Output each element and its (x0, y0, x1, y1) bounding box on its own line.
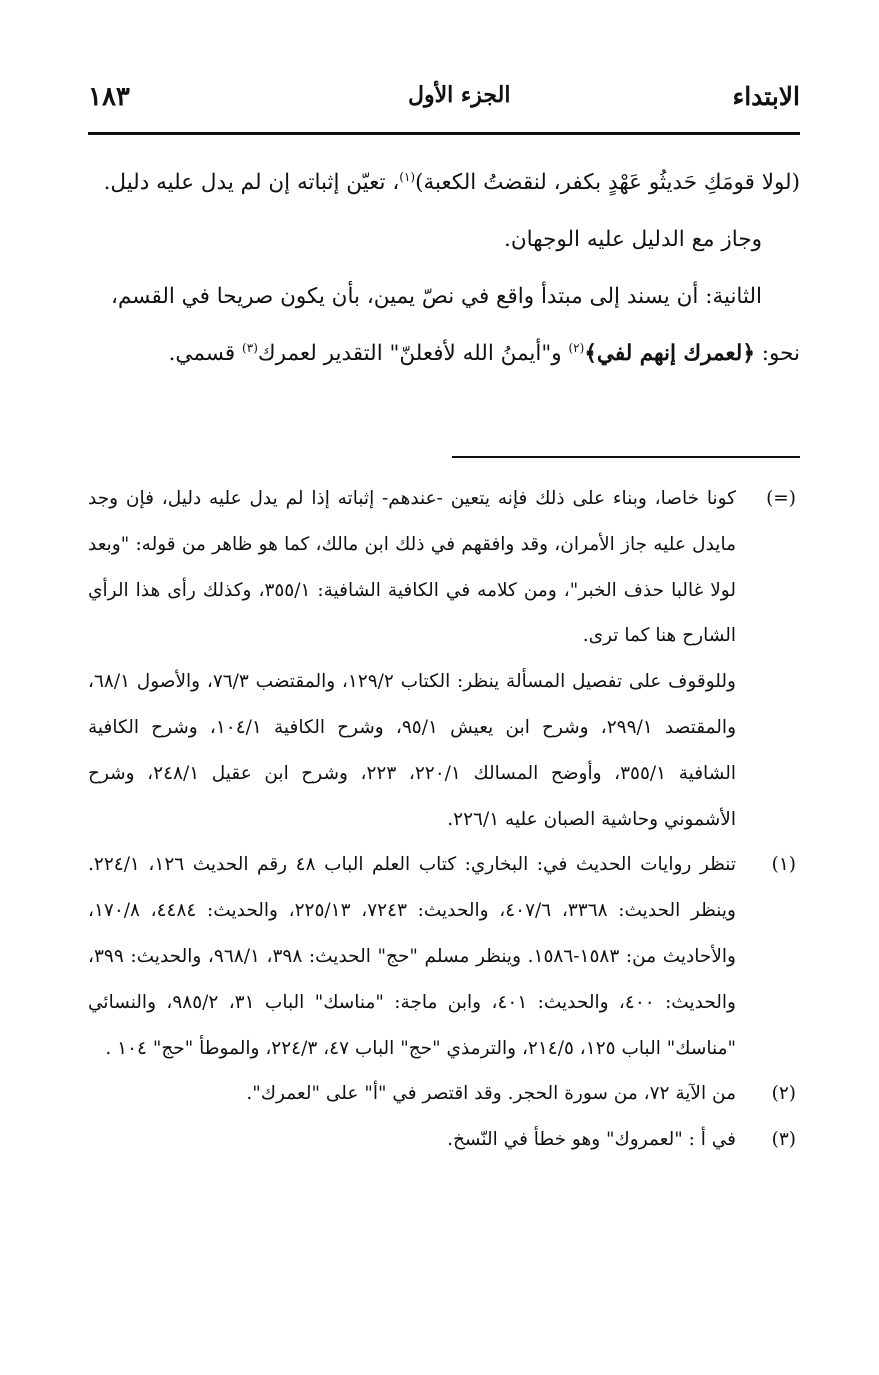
footnote-body (88, 842, 736, 1071)
footnote-paragraph: كونا خاصا، وبناء على ذلك فإنه يتعين -عندهم- إثباته إذا لم يدل عليه دليل، فإن وجد مايدل عليه جاز الأمران، وقد وافقهم في ذلك ابن مالك، كما هو ظاهر من قوله: "وبعد لولا غالبا حذف الخبر"، ومن كلامه في الكافية الشافية: ٣٥٥/١، وكذلك رأى هذا الرأي الشارح هنا كما ترى. (88, 488, 736, 647)
footnote-ref-1[interactable]: (١) (399, 169, 416, 184)
footnote-continued (88, 476, 800, 842)
footnote-paragraph: من الآية ٧٢، من سورة الحجر. وقد اقتصر في "أ" على "لعمرك". (246, 1083, 736, 1105)
paragraph-example (88, 325, 800, 382)
footnote-paragraph: وللوقوف على تفصيل المسألة ينظر: الكتاب ١٢٩/٢، والمقتضب ٧٦/٣، والأصول ٦٨/١، والمقتصد ٢٩٩/١، وشرح ابن يعيش ٩٥/١، وشرح الكافية ١٠٤/١، وشرح الكافية الشافية ٣٥٥/١، وأوضح المسالك ٢٢٠/١، ٢٢٣، وشرح ابن عقيل ٢٤٨/١، وشرح الأشموني وحاشية الصبان عليه ٢٢٦/١. (88, 671, 736, 830)
example-middle: و"أيمنُ الله لأفعلنّ" التقدير لعمرك (257, 341, 569, 366)
footnote-divider (452, 456, 800, 458)
footnote-body (88, 1071, 736, 1117)
footnote-1 (88, 842, 800, 1071)
paragraph-two-ways: وجاز مع الدليل عليه الوجهان. (504, 227, 762, 252)
footnote-marker: (=) (766, 488, 796, 509)
paragraph-hadith (88, 154, 800, 211)
footnote-paragraph: في أ : "لعمروك" وهو خطأ في النّسخ. (447, 1129, 736, 1151)
header-divider (88, 132, 800, 135)
footnotes (88, 476, 800, 1163)
footnote-3 (88, 1117, 800, 1163)
footnote-marker: (٢) (771, 1083, 796, 1105)
volume-title: الجزء الأول (408, 82, 511, 108)
footnote-marker: (٣) (771, 1129, 796, 1151)
quran-quote: ﴿لعمرك إنهم لفي﴾ (584, 341, 755, 366)
footnote-paragraph: تنظر روايات الحديث في: البخاري: كتاب العلم الباب ٤٨ رقم الحديث ١٢٦، ٢٢٤/١. وينظر الحديث: ٣٣٦٨، ٤٠٧/٦، والحديث: ٧٢٤٣، ٢٢٥/١٣، والحديث: ٤٤٨٤، ١٧٠/٨، والأحاديث من: ١٥٨٣-١٥٨٦. وينظر مسلم "حج" الحديث: ٣٩٨، ٩٦٨/١، والحديث: ٣٩٩، والحديث: ٤٠٠، والحديث: ٤٠١، وابن ماجة: "مناسك" الباب ٣١، ٩٨٥/٢، والنسائي "مناسك" الباب ١٢٥، ٢١٤/٥، والترمذي "حج" الباب ٤٧، ٢٢٤/٣، والموطأ "حج" ١٠٤ . (88, 854, 736, 1059)
example-end: قسمي. (168, 341, 243, 366)
footnote-ref-3[interactable]: (٣) (242, 340, 258, 355)
footnote-marker: (١) (771, 854, 796, 876)
main-text (88, 154, 800, 382)
hadith-quote: (لولا قومَكِ حَديثُو عَهْدٍ بكفر، لنقضتُ الكعبة) (415, 170, 800, 195)
footnote-body (88, 1117, 736, 1163)
paragraph-second-case: الثانية: أن يسند إلى مبتدأ واقع في نصّ يمين، بأن يكون صريحا في القسم، (111, 284, 762, 309)
footnote-2 (88, 1071, 800, 1117)
footnote-ref-2[interactable]: (٢) (568, 340, 585, 355)
example-prefix: نحو: (754, 341, 800, 366)
section-title: الابتداء (732, 82, 800, 111)
page-header (88, 76, 800, 120)
paragraph-hadith-tail: ، تعيّن إثباته إن لم يدل عليه دليل. (103, 170, 400, 195)
footnote-body (88, 476, 736, 842)
page-number: ١٨٣ (88, 82, 130, 112)
